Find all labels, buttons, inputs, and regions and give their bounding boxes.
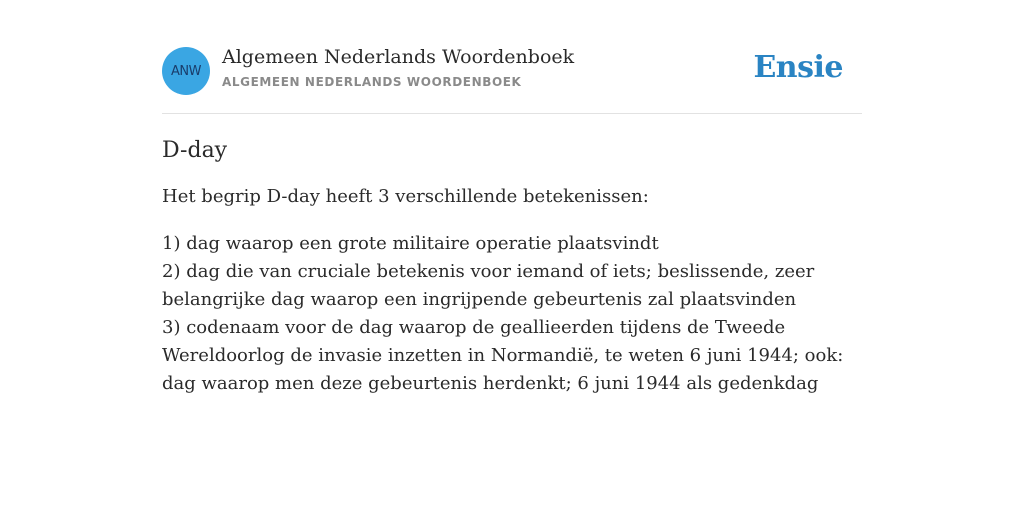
source-subtitle: ALGEMEEN NEDERLANDS WOORDENBOEK — [222, 75, 522, 89]
ensie-brand-link[interactable]: Ensie — [753, 50, 843, 85]
definition-item: 3) codenaam voor de dag waarop de geallieerden tijdens de Tweede Wereldoorlog de invasie inzetten in Normandië, te weten 6 juni 1944; ook: dag waarop men deze gebeurtenis herdenkt; 6 juni 1944 als gedenkdag — [162, 317, 844, 394]
definition-list — [162, 230, 862, 398]
entry-term: D-day — [162, 138, 228, 163]
definition-item: 1) dag waarop een grote militaire operatie plaatsvindt — [162, 233, 659, 254]
definition-item: 2) dag die van cruciale betekenis voor iemand of iets; beslissende, zeer belangrijke dag waarop een ingrijpende gebeurtenis zal plaatsvinden — [162, 261, 815, 310]
entry-header — [162, 46, 862, 114]
entry-card — [162, 46, 862, 398]
anw-logo: ANW — [162, 47, 210, 95]
entry-intro: Het begrip D-day heeft 3 verschillende betekenissen: — [162, 186, 649, 207]
source-title: Algemeen Nederlands Woordenboek — [222, 46, 575, 68]
